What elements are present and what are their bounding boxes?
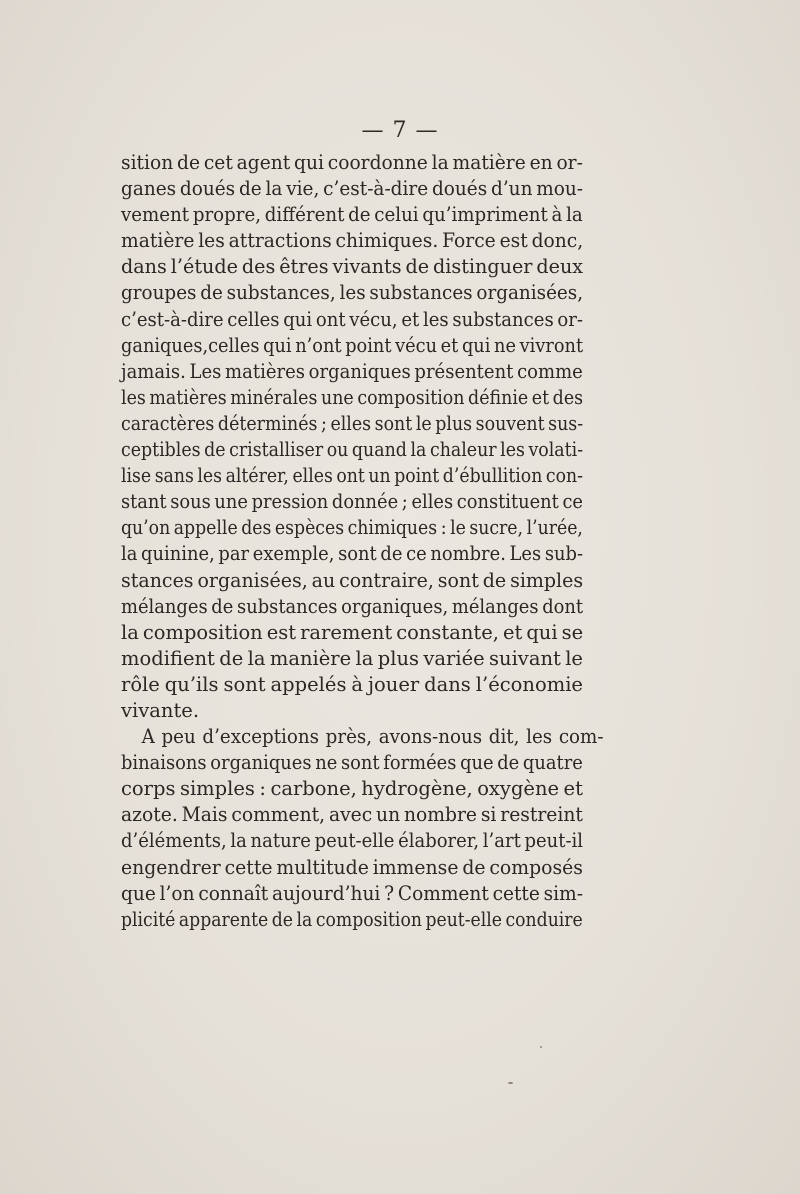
text-line: que l’on connaît aujourd’hui ? Comment cette sim- <box>121 881 583 905</box>
text-line: mélanges de substances organiques, mélanges dont <box>121 594 584 618</box>
text-line: lise sans les altérer, elles ont un point d’ébullition con- <box>121 464 583 488</box>
text-line: matière les attractions chimiques. Force est donc, <box>121 229 584 253</box>
text-line: binaisons organiques ne sont formées que de quatre <box>121 751 583 775</box>
text-line: corps simples : carbone, hydrogène, oxygène et <box>121 777 583 801</box>
text-line: sition de cet agent qui coordonne la matière en or- <box>121 151 583 174</box>
paper-speck <box>508 1082 513 1084</box>
text-line: jamais. Les matières organiques présentent comme <box>121 359 583 383</box>
page-number: — 7 — <box>361 118 439 143</box>
text-line: plicité apparente de la composition peut-elle conduire <box>121 907 583 931</box>
paper-speck <box>540 1046 542 1048</box>
text-line: A peu d’exceptions près, avons-nous dit, les com- <box>141 725 604 749</box>
text-line: les matières minérales une composition définie et des <box>121 385 584 409</box>
text-line: dans l’étude des êtres vivants de distinguer deux <box>121 255 584 279</box>
text-line: engendrer cette multitude immense de composés <box>121 855 583 879</box>
text-line: rôle qu’ils sont appelés à jouer dans l’économie <box>121 672 583 696</box>
text-line: vement propre, différent de celui qu’impriment à la <box>121 203 583 227</box>
text-line: la composition est rarement constante, et qui se <box>121 620 584 644</box>
text-line: azote. Mais comment, avec un nombre si restreint <box>121 803 583 827</box>
text-line: qu’on appelle des espèces chimiques : le sucre, l’urée, <box>121 516 583 540</box>
text-line: la quinine, par exemple, sont de ce nombre. Les sub- <box>121 542 584 566</box>
body-text <box>121 150 604 933</box>
text-line: ganiques,celles qui n’ont point vécu et qui ne vivront <box>121 333 584 357</box>
text-line: groupes de substances, les substances organisées, <box>121 281 584 305</box>
text-line: caractères déterminés ; elles sont le plus souvent sus- <box>121 411 584 435</box>
text-line: ceptibles de cristalliser ou quand la chaleur les volati- <box>121 438 584 462</box>
text-line: stant sous une pression donnée ; elles constituent ce <box>121 490 583 514</box>
text-line: ganes doués de la vie, c’est-à-dire doués d’un mou- <box>121 177 584 201</box>
text-line: modifient de la manière la plus variée suivant le <box>121 646 583 670</box>
text-line: d’éléments, la nature peut-elle élaborer, l’art peut-il <box>121 829 584 853</box>
text-line: vivante. <box>121 698 200 722</box>
text-line: stances organisées, au contraire, sont de simples <box>121 568 584 592</box>
text-line: c’est-à-dire celles qui ont vécu, et les substances or- <box>121 307 583 331</box>
